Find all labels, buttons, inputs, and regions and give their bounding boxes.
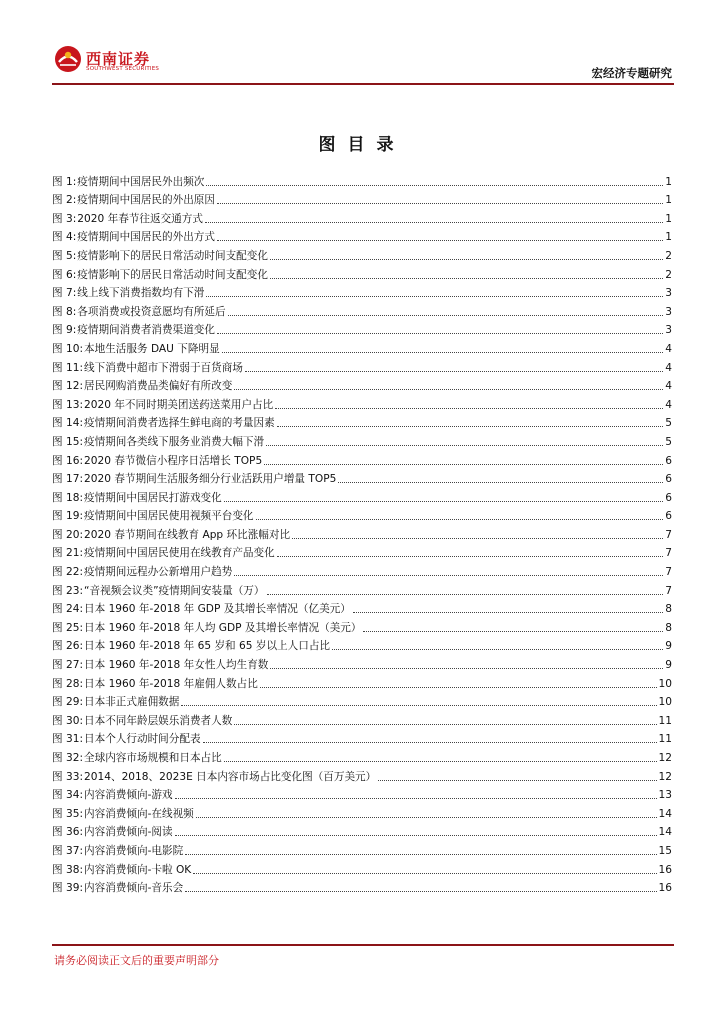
toc-entry[interactable]	[52, 337, 672, 356]
toc-entry-title: 2020 年不同时期美团送药送菜用户占比	[84, 398, 274, 411]
toc-leader-dots	[234, 388, 663, 390]
toc-entry-title: 疫情期间中国居民打游戏变化	[84, 491, 222, 504]
toc-entry-title: 全球内容市场规模和日本占比	[84, 752, 222, 764]
toc-entry[interactable]	[52, 486, 672, 505]
toc-entry-title: 日本 1960 年-2018 年女性人均生育数	[84, 659, 269, 672]
toc-entry-label: 图 12:	[52, 380, 84, 393]
toc-entry[interactable]	[52, 170, 672, 189]
toc-entry[interactable]	[52, 375, 672, 394]
toc-entry-label: 图 38:	[52, 863, 84, 876]
toc-entry-title: “音视频会议类”疫情期间安装量（万）	[84, 584, 265, 597]
toc-entry-page-number: 6	[665, 454, 672, 467]
toc-entry-title: 2014、2018、2023E 日本内容市场占比变化图（百万美元）	[84, 770, 377, 783]
toc-entry-label: 图 20:	[52, 528, 84, 541]
toc-entry-title: 疫情期间各类线下服务业消费大幅下滑	[84, 435, 265, 448]
toc-leader-dots	[332, 648, 663, 650]
toc-entry-page-number: 1	[665, 212, 672, 225]
toc-entry[interactable]	[52, 560, 672, 579]
toc-entry-page-number: 9	[665, 640, 672, 653]
toc-entry-page-number: 8	[665, 603, 672, 616]
toc-entry-title: 日本 1960 年-2018 年 65 岁和 65 岁以上人口占比	[84, 640, 331, 653]
toc-entry-title: 2020 年春节往返交通方式	[77, 212, 203, 225]
toc-entry-title: 日本非正式雇佣数据	[84, 696, 180, 709]
toc-entry[interactable]	[52, 746, 672, 765]
toc-entry-page-number: 3	[665, 324, 672, 337]
toc-leader-dots	[277, 555, 664, 557]
toc-entry[interactable]	[52, 765, 672, 784]
toc-entry-page-number: 16	[658, 882, 672, 895]
toc-leader-dots	[185, 853, 656, 855]
toc-entry-page-number: 7	[665, 547, 672, 560]
toc-leader-dots	[363, 630, 663, 632]
toc-entry-page-number: 7	[665, 528, 672, 541]
toc-leader-dots	[264, 463, 663, 465]
company-logo	[54, 45, 204, 79]
toc-entry-label: 图 21:	[52, 547, 84, 560]
toc-entry[interactable]	[52, 412, 672, 431]
toc-entry-label: 图 17:	[52, 473, 84, 486]
toc-entry[interactable]	[52, 877, 672, 896]
toc-entry-label: 图 29:	[52, 696, 84, 709]
toc-leader-dots	[203, 741, 657, 743]
toc-entry[interactable]	[52, 263, 672, 282]
toc-entry[interactable]	[52, 226, 672, 245]
toc-entry-title: 日本不同年龄层娱乐消费者人数	[84, 714, 233, 727]
toc-entry-label: 图 14:	[52, 417, 84, 430]
toc-entry-page-number: 13	[658, 789, 672, 802]
toc-entry-label: 图 39:	[52, 882, 84, 895]
toc-leader-dots	[277, 425, 664, 427]
toc-leader-dots	[275, 407, 663, 409]
toc-entry-label: 图 30:	[52, 714, 84, 727]
toc-entry[interactable]	[52, 282, 672, 301]
toc-leader-dots	[270, 667, 663, 669]
toc-leader-dots	[217, 332, 663, 334]
toc-entry[interactable]	[52, 189, 672, 208]
toc-entry[interactable]	[52, 802, 672, 821]
toc-entry-page-number: 6	[665, 510, 672, 523]
logo-english-name: SOUTHWEST SECURITIES	[86, 66, 160, 72]
page-header	[0, 0, 724, 90]
toc-entry-title: 疫情影响下的居民日常活动时间支配变化	[77, 249, 268, 262]
toc-entry[interactable]	[52, 579, 672, 598]
toc-entry-label: 图 24:	[52, 603, 84, 616]
toc-leader-dots	[256, 518, 664, 520]
toc-entry-label: 图 2:	[52, 194, 77, 207]
toc-entry-page-number: 11	[658, 714, 672, 727]
toc-leader-dots	[185, 890, 656, 892]
toc-entry-label: 图 33:	[52, 770, 84, 783]
toc-leader-dots	[217, 239, 663, 241]
toc-entry-title: 疫情期间中国居民的外出方式	[77, 231, 215, 244]
toc-entry-page-number: 3	[665, 287, 672, 300]
toc-entry-title: 日本 1960 年-2018 年雇佣人数占比	[84, 677, 258, 690]
toc-entry[interactable]	[52, 393, 672, 412]
toc-entry-page-number: 11	[658, 733, 672, 746]
report-type-label: 宏经济专题研究	[591, 66, 672, 80]
toc-entry-label: 图 8:	[52, 305, 77, 318]
toc-entry[interactable]	[52, 449, 672, 468]
toc-entry[interactable]	[52, 244, 672, 263]
toc-entry[interactable]	[52, 839, 672, 858]
toc-entry[interactable]	[52, 430, 672, 449]
toc-entry[interactable]	[52, 672, 672, 691]
toc-entry-title: 内容消费倾向-在线视频	[84, 807, 194, 820]
toc-entry-page-number: 14	[658, 826, 672, 839]
toc-entry-label: 图 37:	[52, 844, 84, 857]
toc-entry-label: 图 11:	[52, 361, 84, 374]
toc-entry-page-number: 1	[665, 194, 672, 207]
toc-entry[interactable]	[52, 709, 672, 728]
toc-entry-title: 疫情期间中国居民外出频次	[77, 175, 205, 188]
header-divider	[52, 83, 674, 85]
toc-entry-title: 各项消费或投资意愿均有所延后	[77, 305, 226, 318]
toc-entry[interactable]	[52, 468, 672, 487]
toc-entry-page-number: 4	[665, 380, 672, 393]
toc-leader-dots	[338, 481, 663, 483]
toc-entry-page-number: 10	[658, 696, 672, 709]
toc-entry-label: 图 22:	[52, 566, 84, 579]
toc-entry-label: 图 32:	[52, 752, 84, 764]
footer-divider	[52, 944, 674, 946]
toc-entry-title: 内容消费倾向-阅读	[84, 826, 173, 839]
toc-leader-dots	[270, 277, 663, 279]
toc-entry-label: 图 35:	[52, 807, 84, 820]
toc-entry-page-number: 1	[665, 231, 672, 244]
toc-entry-title: 日本 1960 年-2018 年 GDP 及其增长率情况（亿美元）	[84, 603, 351, 616]
toc-entry[interactable]	[52, 858, 672, 877]
toc-entry-title: 疫情期间中国居民的外出原因	[77, 194, 215, 207]
toc-entry-title: 疫情期间中国居民使用在线教育产品变化	[84, 547, 275, 560]
toc-entry[interactable]	[52, 356, 672, 375]
toc-entry-label: 图 13:	[52, 398, 84, 411]
toc-entry-title: 线下消费中超市下滑弱于百货商场	[84, 361, 243, 374]
toc-leader-dots	[234, 723, 656, 725]
toc-entry-page-number: 9	[665, 659, 672, 672]
toc-entry-page-number: 4	[665, 398, 672, 411]
toc-entry-label: 图 7:	[52, 287, 77, 300]
toc-leader-dots	[267, 593, 664, 595]
toc-leader-dots	[193, 872, 656, 874]
toc-entry-page-number: 16	[658, 863, 672, 876]
toc-leader-dots	[206, 295, 663, 297]
toc-entry-page-number: 3	[665, 305, 672, 318]
toc-leader-dots	[181, 704, 656, 706]
toc-leader-dots	[206, 184, 663, 186]
toc-leader-dots	[217, 202, 663, 204]
toc-entry-title: 日本个人行动时间分配表	[84, 733, 201, 746]
toc-entry-title: 疫情影响下的居民日常活动时间支配变化	[77, 268, 268, 281]
toc-entry-page-number: 6	[665, 473, 672, 486]
page-title: 图目录	[318, 135, 406, 155]
toc-entry-title: 本地生活服务 DAU 下降明显	[84, 342, 220, 355]
footer-disclaimer: 请务必阅读正文后的重要声明部分	[54, 954, 219, 967]
toc-entry-label: 图 25:	[52, 621, 84, 634]
toc-leader-dots	[175, 797, 657, 799]
toc-entry[interactable]	[52, 598, 672, 617]
toc-leader-dots	[245, 370, 663, 372]
toc-entry-label: 图 19:	[52, 510, 84, 523]
toc-entry-title: 居民网购消费品类偏好有所改变	[84, 380, 233, 393]
toc-entry[interactable]	[52, 653, 672, 672]
toc-entry-title: 内容消费倾向-游戏	[84, 789, 173, 802]
toc-entry-label: 图 15:	[52, 435, 84, 448]
toc-entry[interactable]	[52, 505, 672, 524]
toc-leader-dots	[222, 351, 664, 353]
toc-entry-page-number: 2	[665, 249, 672, 262]
toc-leader-dots	[224, 500, 664, 502]
toc-entry-label: 图 5:	[52, 249, 77, 262]
toc-entry-title: 线上线下消费指数均有下滑	[77, 287, 205, 300]
toc-entry-label: 图 6:	[52, 268, 77, 281]
toc-entry-label: 图 26:	[52, 640, 84, 653]
toc-entry[interactable]	[52, 523, 672, 542]
toc-entry-label: 图 1:	[52, 175, 77, 188]
toc-entry-title: 疫情期间消费者消费渠道变化	[77, 324, 215, 337]
toc-leader-dots	[196, 816, 657, 818]
toc-entry-title: 2020 春节期间在线教育 App 环比涨幅对比	[84, 528, 291, 541]
toc-entry[interactable]	[52, 542, 672, 561]
toc-leader-dots	[205, 221, 663, 223]
toc-entry[interactable]	[52, 319, 672, 338]
toc-entry[interactable]	[52, 207, 672, 226]
toc-entry-page-number: 5	[665, 435, 672, 448]
toc-entry-page-number: 7	[665, 584, 672, 597]
toc-entry-page-number: 12	[658, 752, 672, 764]
toc-entry-page-number: 10	[658, 677, 672, 690]
toc-entry-page-number: 6	[665, 491, 672, 504]
toc-leader-dots	[266, 444, 663, 446]
toc-entry-title: 疫情期间中国居民使用视频平台变化	[84, 510, 254, 523]
toc-entry-page-number: 4	[665, 342, 672, 355]
toc-entry-page-number: 8	[665, 621, 672, 634]
toc-entry[interactable]	[52, 821, 672, 840]
toc-entry-label: 图 27:	[52, 659, 84, 672]
toc-entry-page-number: 7	[665, 566, 672, 579]
toc-entry-title: 2020 春节期间生活服务细分行业活跃用户增量 TOP5	[84, 473, 337, 486]
toc-entry-label: 图 9:	[52, 324, 77, 337]
toc-entry[interactable]	[52, 728, 672, 747]
toc-leader-dots	[378, 779, 656, 781]
toc-entry-label: 图 10:	[52, 342, 84, 355]
logo-chinese-name: 西南证券	[86, 50, 151, 68]
toc-entry-title: 2020 春节微信小程序日活增长 TOP5	[84, 454, 263, 467]
toc-leader-dots	[175, 834, 657, 836]
toc-leader-dots	[260, 686, 657, 688]
toc-leader-dots	[234, 574, 663, 576]
toc-entry-label: 图 31:	[52, 733, 84, 746]
toc-entry[interactable]	[52, 691, 672, 710]
toc-entry-label: 图 18:	[52, 491, 84, 504]
toc-leader-dots	[270, 258, 663, 260]
toc-entry-title: 内容消费倾向-电影院	[84, 844, 184, 857]
toc-entry-label: 图 28:	[52, 677, 84, 690]
toc-entry-label: 图 36:	[52, 826, 84, 839]
toc-entry[interactable]	[52, 300, 672, 319]
toc-entry-page-number: 15	[658, 844, 672, 857]
toc-entry[interactable]	[52, 616, 672, 635]
toc-leader-dots	[292, 537, 663, 539]
toc-entry-label: 图 3:	[52, 212, 77, 225]
toc-entry-label: 图 4:	[52, 231, 77, 244]
toc-leader-dots	[353, 611, 663, 613]
toc-entry-title: 日本 1960 年-2018 年人均 GDP 及其增长率情况（美元）	[84, 621, 362, 634]
logo-emblem-icon	[54, 45, 82, 73]
toc-entry-label: 图 34:	[52, 789, 84, 802]
toc-entry-title: 内容消费倾向-音乐会	[84, 882, 184, 895]
toc-leader-dots	[228, 314, 664, 316]
toc-entry-page-number: 12	[658, 770, 672, 783]
toc-entry[interactable]	[52, 784, 672, 803]
toc-entry-title: 疫情期间消费者选择生鲜电商的考量因素	[84, 417, 275, 430]
toc-entry[interactable]	[52, 635, 672, 654]
toc-entry-title: 疫情期间远程办公新增用户趋势	[84, 566, 233, 579]
figure-table-of-contents	[52, 170, 672, 895]
toc-entry-page-number: 5	[665, 417, 672, 430]
toc-entry-page-number: 14	[658, 807, 672, 820]
toc-entry-page-number: 4	[665, 361, 672, 374]
toc-entry-label: 图 23:	[52, 584, 84, 597]
toc-leader-dots	[224, 760, 657, 762]
toc-entry-title: 内容消费倾向-卡啦 OK	[84, 863, 192, 876]
toc-entry-label: 图 16:	[52, 454, 84, 467]
toc-entry-page-number: 2	[665, 268, 672, 281]
toc-entry-page-number: 1	[665, 175, 672, 188]
